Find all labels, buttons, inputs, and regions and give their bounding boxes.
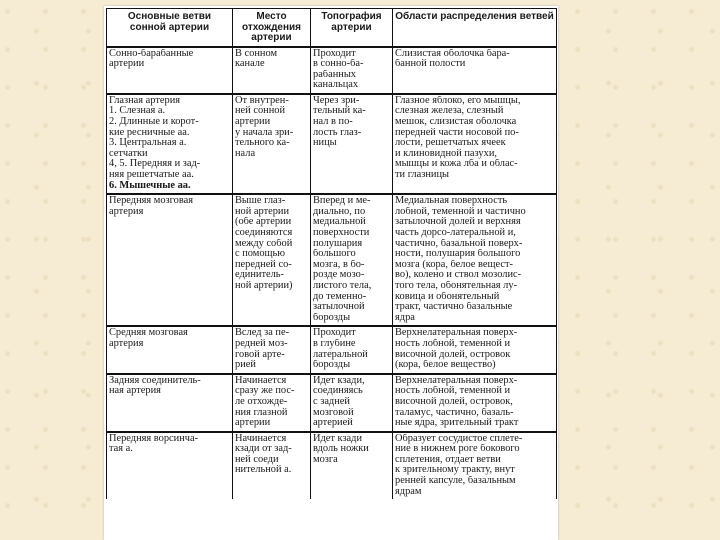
distribution-cell bbox=[393, 94, 557, 194]
table-row bbox=[107, 374, 557, 432]
topography-cell bbox=[311, 326, 393, 373]
table-header-row bbox=[107, 9, 557, 47]
cell-line: Задняя соединитель- bbox=[109, 375, 201, 386]
cell-line: ности, полушария большого bbox=[395, 249, 521, 260]
cell-line: ные ядра, зрительный тракт bbox=[395, 418, 519, 429]
cell-line: у начала зри- bbox=[235, 127, 294, 138]
cell-line: мозга (кора, белое вещест- bbox=[395, 259, 513, 270]
cell-line: артерия bbox=[109, 206, 144, 217]
carotid-branches-table bbox=[106, 8, 557, 499]
cell-line: в сонно-ба- bbox=[313, 59, 364, 70]
topography-cell bbox=[311, 374, 393, 432]
origin-cell bbox=[233, 326, 311, 373]
cell-line: медиальной bbox=[313, 217, 366, 228]
cell-line: тельный ка- bbox=[313, 106, 366, 117]
cell-line: В сонном bbox=[235, 48, 278, 59]
branch-name-cell bbox=[107, 194, 233, 326]
cell-line: кзади от зад- bbox=[235, 444, 292, 455]
cell-line: нал в по- bbox=[313, 117, 353, 128]
cell-line: Начинается bbox=[235, 433, 287, 444]
cell-line: большого bbox=[313, 249, 356, 260]
cell-line: латеральной bbox=[313, 349, 368, 360]
cell-line: височной долей, островок, bbox=[395, 396, 513, 407]
distribution-cell bbox=[393, 194, 557, 326]
cell-line: сплетения, отдает ветви bbox=[395, 454, 501, 465]
document-page bbox=[104, 6, 558, 540]
cell-line: Вперед и ме- bbox=[313, 196, 371, 207]
cell-line: соединяются bbox=[235, 228, 293, 238]
origin-cell bbox=[233, 374, 311, 432]
cell-line: Проходит bbox=[313, 48, 356, 59]
cell-line: От внутрен- bbox=[235, 95, 289, 106]
cell-line: с задней bbox=[313, 396, 350, 407]
cell-line: полушария bbox=[313, 238, 363, 249]
cell-line: Верхнелатеральная поверх- bbox=[395, 328, 518, 339]
cell-line: листого тела, bbox=[313, 280, 372, 291]
cell-line: единитель- bbox=[235, 270, 284, 281]
cell-line: Глазное яблоко, его мышцы, bbox=[395, 95, 521, 106]
table-row bbox=[107, 326, 557, 373]
topography-cell bbox=[311, 432, 393, 500]
cell-line: канале bbox=[235, 59, 265, 70]
cell-line: затылочной bbox=[313, 302, 365, 313]
cell-line: поверхности bbox=[313, 228, 370, 238]
cell-line: говой арте- bbox=[235, 349, 285, 360]
branch-name-cell bbox=[107, 47, 233, 94]
cell-line: банной полости bbox=[395, 59, 466, 70]
cell-line: редней моз- bbox=[235, 338, 288, 349]
cell-line: Идет кзади, bbox=[313, 375, 365, 386]
cell-line: ней соеди bbox=[235, 454, 279, 465]
distribution-cell bbox=[393, 326, 557, 373]
header-origin-site: Место отхождения артерии bbox=[233, 9, 311, 47]
branch-name-cell bbox=[107, 94, 233, 194]
cell-line: ядра bbox=[395, 312, 415, 323]
cell-line: (кора, белое вещество) bbox=[395, 360, 496, 371]
cell-line: 1. Слезная а. bbox=[109, 106, 166, 117]
cell-line: артерией bbox=[313, 418, 353, 429]
branch-name-cell bbox=[107, 432, 233, 500]
cell-line: борозды bbox=[313, 312, 351, 323]
origin-cell bbox=[233, 94, 311, 194]
cell-line: с помощью bbox=[235, 249, 286, 260]
cell-line: сетчатки bbox=[109, 148, 148, 159]
cell-line: Сонно-барабанные bbox=[109, 48, 194, 59]
cell-line: в глубине bbox=[313, 338, 356, 349]
cell-line: ти глазницы bbox=[395, 170, 449, 181]
cell-line: 6. Мышечные аа. bbox=[109, 180, 191, 191]
table-row bbox=[107, 194, 557, 326]
cell-line: розде мозо- bbox=[313, 270, 365, 281]
cell-line: ницы bbox=[313, 138, 337, 149]
cell-line: Идет кзади bbox=[313, 433, 363, 444]
cell-line: борозды bbox=[313, 360, 351, 371]
cell-line: височной долей, островок bbox=[395, 349, 511, 360]
cell-line: лобной, теменной и частично bbox=[395, 206, 526, 217]
cell-line: ность лобной, теменной и bbox=[395, 386, 511, 397]
cell-line: между собой bbox=[235, 238, 293, 249]
distribution-cell bbox=[393, 47, 557, 94]
cell-line: ние в нижнем роге бокового bbox=[395, 444, 520, 455]
cell-line: ность лобной, теменной и bbox=[395, 338, 511, 349]
cell-line: канальцах bbox=[313, 80, 359, 91]
cell-line: мышцы и кожа лба и облас- bbox=[395, 159, 518, 170]
cell-line: ния глазной bbox=[235, 407, 288, 418]
cell-line: тракт, частично базальные bbox=[395, 302, 513, 313]
cell-line: лости, решетчатых ячеек bbox=[395, 138, 506, 149]
cell-line: лость глаз- bbox=[313, 127, 362, 138]
cell-line: Передняя мозговая bbox=[109, 196, 194, 207]
cell-line: артерии bbox=[235, 418, 271, 429]
cell-line: Через зри- bbox=[313, 95, 360, 106]
cell-line: Глазная артерия bbox=[109, 95, 181, 106]
cell-line: вдоль ножки bbox=[313, 444, 369, 455]
topography-cell bbox=[311, 94, 393, 194]
cell-line: того тела, обонятельная лу- bbox=[395, 280, 518, 291]
cell-line: Слизистая оболочка бара- bbox=[395, 48, 510, 59]
cell-line: ядрам bbox=[395, 486, 422, 497]
cell-line: передней части носовой по- bbox=[395, 127, 519, 138]
cell-line: мешок, слизистая оболочка bbox=[395, 117, 517, 128]
cell-line: 2. Длинные и корот- bbox=[109, 117, 199, 128]
distribution-cell bbox=[393, 432, 557, 500]
cell-line: Начинается bbox=[235, 375, 287, 386]
cell-line: ле отхожде- bbox=[235, 396, 288, 407]
cell-line: тельного ка- bbox=[235, 138, 290, 149]
origin-cell bbox=[233, 47, 311, 94]
cell-line: ная артерия bbox=[109, 386, 161, 397]
cell-line: Медиальная поверхность bbox=[395, 196, 508, 207]
origin-cell bbox=[233, 194, 311, 326]
cell-line: артерии bbox=[109, 59, 145, 70]
table-row bbox=[107, 432, 557, 500]
cell-line: артерия bbox=[109, 338, 144, 349]
cell-line: нала bbox=[235, 148, 256, 159]
cell-line: ней сонной bbox=[235, 106, 286, 117]
cell-line: ной артерии bbox=[235, 206, 290, 217]
cell-line: диально, по bbox=[313, 206, 366, 217]
branch-name-cell bbox=[107, 326, 233, 373]
branch-name-cell bbox=[107, 374, 233, 432]
cell-line: мозга, в бо- bbox=[313, 259, 365, 270]
cell-line: слезная железа, слезный bbox=[395, 106, 504, 117]
topography-cell bbox=[311, 194, 393, 326]
cell-line: затылочной долей и верхняя bbox=[395, 217, 521, 228]
cell-line: во), колено и ствол мозолис- bbox=[395, 270, 522, 281]
cell-line: часть дорсо-латеральной и, bbox=[395, 228, 516, 238]
cell-line: ренней капсуле, базальным bbox=[395, 476, 516, 487]
cell-line: 3. Центральная а. bbox=[109, 138, 187, 149]
cell-line: (обе артерии bbox=[235, 217, 292, 228]
cell-line: таламус, частично, базаль- bbox=[395, 407, 514, 418]
header-distribution: Области распределения ветвей bbox=[393, 9, 557, 47]
cell-line: мозга bbox=[313, 454, 338, 465]
cell-line: Средняя мозговая bbox=[109, 328, 188, 339]
cell-line: частично, базальной поверх- bbox=[395, 238, 523, 249]
cell-line: Проходит bbox=[313, 328, 356, 339]
cell-line: Образует сосудистое сплете- bbox=[395, 433, 523, 444]
cell-line: рабанных bbox=[313, 69, 357, 80]
cell-line: Передняя ворсинча- bbox=[109, 433, 199, 444]
cell-line: Верхнелатеральная поверх- bbox=[395, 375, 518, 386]
cell-line: передней со- bbox=[235, 259, 292, 270]
distribution-cell bbox=[393, 374, 557, 432]
cell-line: Вслед за пе- bbox=[235, 328, 290, 339]
cell-line: ковица и обонятельный bbox=[395, 291, 500, 302]
cell-line: сразу же пос- bbox=[235, 386, 295, 397]
cell-line: 4, 5. Передняя и зад- bbox=[109, 159, 201, 170]
origin-cell bbox=[233, 432, 311, 500]
cell-line: кие ресничные аа. bbox=[109, 127, 190, 138]
cell-line: рией bbox=[235, 360, 256, 371]
cell-line: няя решетчатые аа. bbox=[109, 170, 194, 181]
table-row bbox=[107, 94, 557, 194]
cell-line: тая а. bbox=[109, 444, 133, 455]
cell-line: и клиновидной пазухи, bbox=[395, 148, 497, 159]
topography-cell bbox=[311, 47, 393, 94]
cell-line: ной артерии) bbox=[235, 280, 293, 291]
cell-line: нительной а. bbox=[235, 465, 292, 476]
cell-line: Выше глаз- bbox=[235, 196, 286, 207]
header-main-branches: Основные ветви сонной артерии bbox=[107, 9, 233, 47]
cell-line: мозговой bbox=[313, 407, 354, 418]
header-topography: Топография артерии bbox=[311, 9, 393, 47]
cell-line: соединяясь bbox=[313, 386, 363, 397]
cell-line: до теменно- bbox=[313, 291, 367, 302]
table-row bbox=[107, 47, 557, 94]
cell-line: артерии bbox=[235, 117, 271, 128]
cell-line: к зрительному тракту, внут bbox=[395, 465, 515, 476]
